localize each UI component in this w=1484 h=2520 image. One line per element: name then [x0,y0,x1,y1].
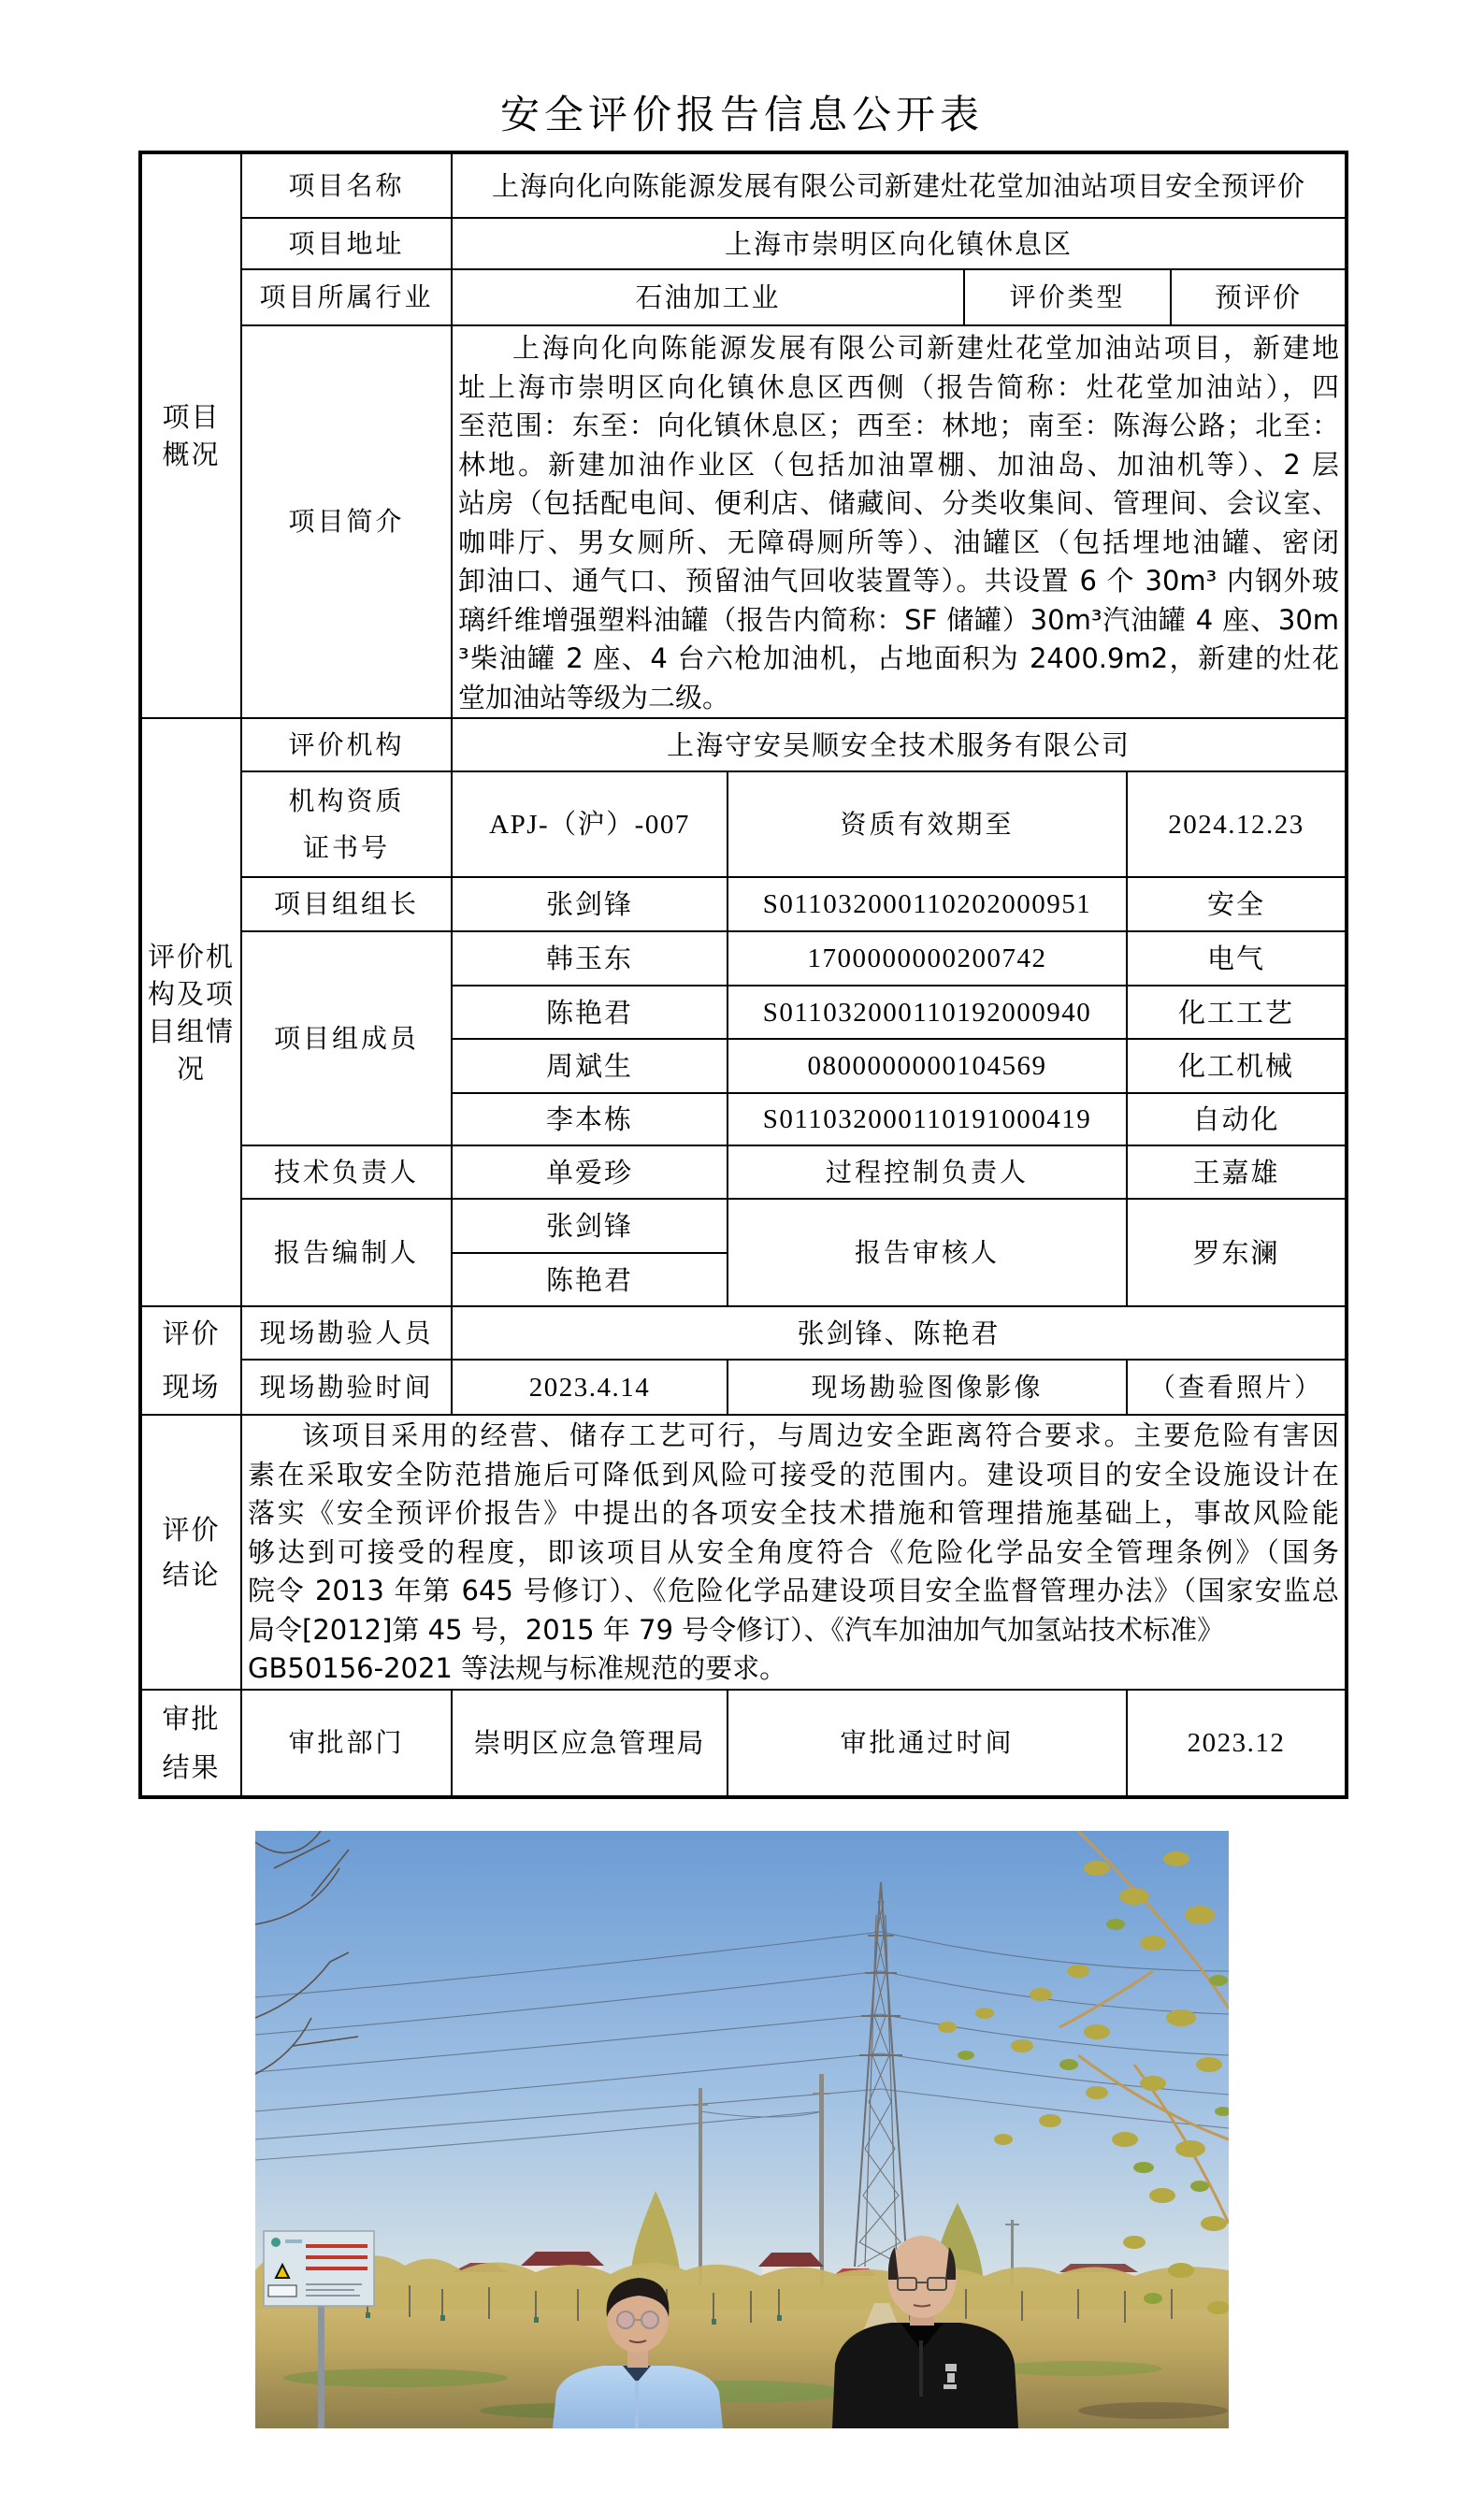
value-approval-time: 2023.12 [1127,1690,1347,1797]
value-site-time: 2023.4.14 [452,1360,728,1415]
row-site-inspectors [140,1306,1347,1360]
member-specialty: 自动化 [1127,1093,1347,1145]
section-label-line: 评价 [162,1513,221,1546]
label-approval-dept: 审批部门 [241,1690,452,1797]
row-approval [140,1690,1347,1797]
leader-cert-no: S011032000110202000951 [728,877,1127,931]
section-label-overview [140,152,241,718]
summary-line: 璃纤维增强塑料油罐（报告内简称：SF 储罐）30m³汽油罐 4 座、30m [458,603,1340,636]
value-process-lead: 王嘉雄 [1127,1145,1347,1199]
conclusion-line: 该项目采用的经营、储存工艺可行，与周边安全距离符合要求。主要危险有害因 [302,1419,1340,1451]
member-row [140,931,1347,986]
leader-specialty: 安全 [1127,877,1347,931]
leader-name: 张剑锋 [452,877,728,931]
summary-line: 至范围：东至：向化镇休息区；西至：林地；南至：陈海公路；北至： [458,410,1340,441]
site-photo-scene [255,1831,1229,2428]
summary-line: 上海向化向陈能源发展有限公司新建灶花堂加油站项目，新建地 [512,332,1340,364]
member-name: 韩玉东 [452,931,728,986]
member-specialty: 电气 [1127,931,1347,986]
summary-line: 站房（包括配电间、便利店、储藏间、分类收集间、管理间、会议室、 [458,487,1340,519]
summary-line: 卸油口、通气口、预留油气回收装置等）。共设置 6 个 30m³ 内钢外玻 [458,565,1340,597]
summary-line: 址上海市崇明区向化镇休息区西侧（报告简称：灶花堂加油站），四 [458,370,1340,403]
row-site-time [140,1360,1347,1415]
label-valid-until: 资质有效期至 [728,771,1127,877]
value-project-summary [452,325,1347,718]
section-label-line: 评价机 [147,940,235,972]
section-label-line: 结论 [162,1558,221,1591]
conclusion-line: 院令 2013 年第 645 号修订）、《危险化学品建设项目安全监督管理办法》（国家安监总 [248,1575,1340,1606]
section-label-line: 项目 [162,401,221,433]
row-project-address [140,218,1347,269]
member-specialty: 化工工艺 [1127,986,1347,1039]
conclusion-line: 落实《安全预评价报告》中提出的各项安全技术措施和管理措施基础上，事故风险能 [248,1497,1340,1529]
label-site-time: 现场勘验时间 [241,1360,452,1415]
site-inspection-photo [255,1831,1229,2428]
label-approval-time: 审批通过时间 [728,1690,1127,1797]
label-project-name: 项目名称 [241,152,452,218]
member-cert-no: S011032000110192000940 [728,986,1127,1039]
member-cert-no: S011032000110191000419 [728,1093,1127,1145]
section-label-line: 现场 [162,1371,221,1403]
member-name: 陈艳君 [452,986,728,1039]
summary-line: 咖啡厅、男女厕所、无障碍厕所等）、油罐区（包括埋地油罐、密闭 [458,526,1340,558]
summary-line: 堂加油站等级为二级。 [458,681,730,713]
row-project-summary [140,325,1347,718]
value-eval-type: 预评价 [1171,269,1347,325]
value-project-address: 上海市崇明区向化镇休息区 [452,218,1347,269]
label-industry: 项目所属行业 [241,269,452,325]
member-specialty: 化工机械 [1127,1039,1347,1093]
row-project-name [140,152,1347,218]
section-label-line: 结果 [162,1750,221,1783]
conclusion-line: 素在采取安全防范措施后可降低到风险可接受的范围内。建设项目的安全设施设计在 [248,1458,1340,1490]
conclusion-line: GB50156-2021 等法规与标准规范的要求。 [248,1652,787,1684]
label-report-authors: 报告编制人 [241,1199,452,1306]
label-project-summary: 项目简介 [241,325,452,718]
row-team-leader [140,877,1347,931]
conclusion-line: 局令[2012]第 45 号，2015 年 79 号令修订）、《汽车加油加气加氢站技术标准》 [248,1613,1225,1646]
section-label-institution [140,718,241,1306]
label-reviewer: 报告审核人 [728,1199,1127,1306]
member-name: 周斌生 [452,1039,728,1093]
section-label-approval [140,1690,241,1797]
section-label-site [140,1306,241,1415]
row-conclusion [140,1415,1347,1690]
value-project-name: 上海向化向陈能源发展有限公司新建灶花堂加油站项目安全预评价 [452,152,1347,218]
section-label-line: 目组情 [147,1015,235,1047]
row-report-authors [140,1199,1347,1253]
label-site-inspectors: 现场勘验人员 [241,1306,452,1360]
value-reviewer: 罗东澜 [1127,1199,1347,1306]
label-process-lead: 过程控制负责人 [728,1145,1127,1199]
label-team-members: 项目组成员 [241,931,452,1145]
section-label-line: 构及项 [147,977,235,1010]
value-approval-dept: 崇明区应急管理局 [452,1690,728,1797]
view-photos-link[interactable]: （查看照片） [1127,1360,1347,1415]
row-eval-org [140,718,1347,771]
conclusion-line: 够达到可接受的程度，即该项目从安全角度符合《危险化学品安全管理条例》（国务 [248,1535,1340,1568]
label-eval-org: 评价机构 [241,718,452,771]
value-valid-until: 2024.12.23 [1127,771,1347,877]
row-industry [140,269,1347,325]
section-label-line: 概况 [162,439,221,470]
member-cert-no: 1700000000200742 [728,931,1127,986]
section-label-line: 况 [176,1052,206,1085]
label-cert [241,771,452,877]
label-team-leader: 项目组组长 [241,877,452,931]
value-cert: APJ-（沪）-007 [452,771,728,877]
sky [255,1831,1229,2298]
report-author: 张剑锋 [452,1199,728,1253]
row-cert [140,771,1347,877]
cert-label-line: 证书号 [302,831,390,863]
cert-label-line: 机构资质 [288,785,405,816]
row-tech-lead [140,1145,1347,1199]
section-label-conclusion [140,1415,241,1690]
value-tech-lead: 单爱珍 [452,1145,728,1199]
label-eval-type: 评价类型 [964,269,1171,325]
label-tech-lead: 技术负责人 [241,1145,452,1199]
value-industry: 石油加工业 [452,269,964,325]
section-label-line: 审批 [162,1702,221,1735]
member-name: 李本栋 [452,1093,728,1145]
section-label-line: 评价 [162,1318,221,1349]
report-author: 陈艳君 [452,1253,728,1306]
member-cert-no: 0800000000104569 [728,1039,1127,1093]
page-title: 安全评价报告信息公开表 [499,92,984,137]
value-conclusion [241,1415,1347,1690]
value-site-inspectors: 张剑锋、陈艳君 [452,1306,1347,1360]
value-eval-org: 上海守安吴顺安全技术服务有限公司 [452,718,1347,771]
summary-line: 林地。新建加油作业区（包括加油罩棚、加油岛、加油机等）、2 层 [458,448,1340,481]
summary-line: ³柴油罐 2 座、4 台六枪加油机，占地面积为 2400.9m2，新建的灶花 [458,642,1340,674]
label-site-images: 现场勘验图像影像 [728,1360,1127,1415]
label-project-address: 项目地址 [241,218,452,269]
info-disclosure-table [138,151,1348,1799]
